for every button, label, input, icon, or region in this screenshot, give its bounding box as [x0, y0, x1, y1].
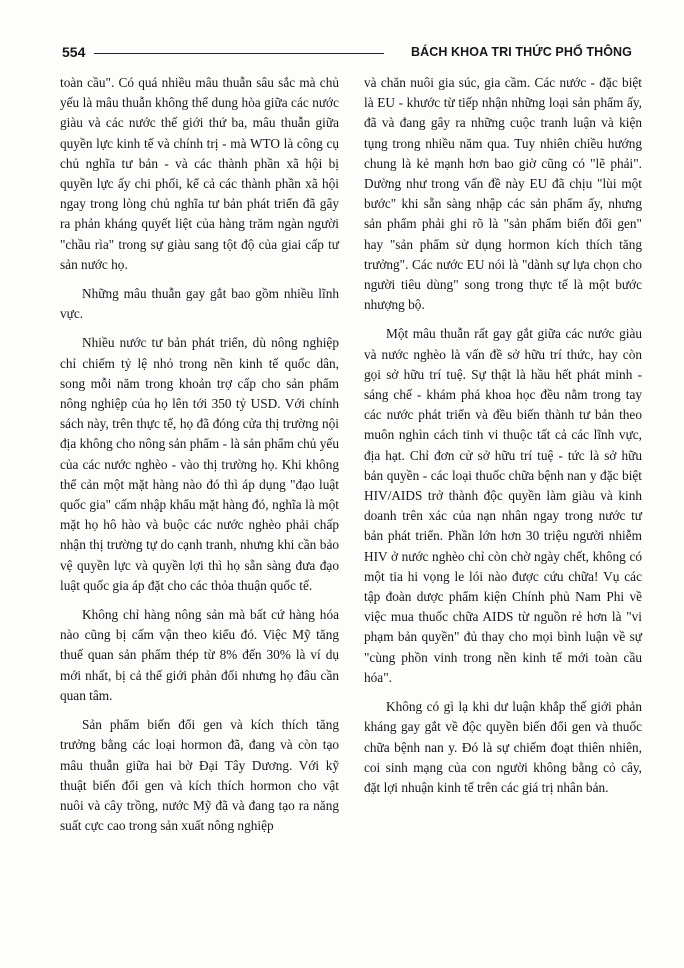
right-column	[364, 73, 642, 798]
page-number: 554	[62, 44, 86, 60]
paragraph: toàn cầu". Có quá nhiều mâu thuẫn sâu sắc mà chủ yếu là mâu thuẫn không thể dung hòa giữa các nước giàu và các nước thế giới thứ ba, mâu thuẫn giữa quyền lực kinh tế và chính trị - mà WTO là công cụ chủ nghĩa tư bản - và các thành phần xã hội bị quyền lực ấy chi phối, kể cả các thành phần xã hội ngay trong lòng chủ nghĩa tư bản phát triển đã gây ra phản kháng quyết liệt của hàng trăm ngàn người "chầu rìa" trong sự giàu sang tột độ của giai cấp tư sản nước họ.	[60, 75, 339, 272]
running-title: BÁCH KHOA TRI THỨC PHỔ THÔNG	[410, 45, 632, 59]
paragraph: Nhiều nước tư bản phát triển, dù nông nghiệp chỉ chiếm tỷ lệ nhỏ trong nền kinh tế quốc dân, song mỗi năm trong khoản trợ cấp cho sản phẩm nông nghiệp của họ lên tới 350 tỷ USD. Với chính sách này, trên thực tế, họ đã đóng cửa thị trường nội địa không cho nông sản phẩm - là sản phẩm chủ yếu của các nước nghèo - vào thị trường họ. Khi không thể cản một mặt hàng nào đó thì áp dụng "đạo luật quốc gia" cấm nhập khẩu mặt hàng đó, nghĩa là một mặt họ hô hào và buộc các nước nghèo phải chấp nhận thị trường tự do cạnh tranh, nhưng khi cần bảo vệ quyền lực và quyền lợi thì họ sẵn sàng đưa đạo luật quốc gia áp đặt cho các thỏa thuận quốc tế.	[60, 335, 339, 593]
paragraph: Một mâu thuẫn rất gay gắt giữa các nước giàu và nước nghèo là vấn đề sở hữu trí thức, hay còn gọi sở hữu trí tuệ. Sự thật là hầu hết phát minh - sáng chế - khám phá khoa học đều nằm trong tay các nước phát triển và đều biến thành tư bản theo muôn nghìn cách tinh vi thuộc tất cả các lĩnh vực, địa hạt. Chỉ đơn cử sở hữu trí tuệ - tức là sở hữu bản quyền - các loại thuốc chữa bệnh nan y đặc biệt HIV/AIDS trở thành độc quyền làm giàu và kinh doanh trên xác của nạn nhân ngay trong nước tư bản phát triển. Phần lớn hơn 30 triệu người nhiễm HIV ở nước nghèo chỉ còn chờ ngày chết, không có một tia hi vọng le lói nào được cứu chữa! Vụ các tập đoàn dược phẩm kiện Chính phủ Nam Phi về việc mua thuốc chữa AIDS từ nguồn rẻ hơn là "vi phạm bản quyền" đủ thay cho mọi bình luận về sự "cùng phồn vinh trong nền kinh tế mới toàn cầu hóa".	[364, 326, 642, 685]
left-column	[60, 73, 339, 836]
header-rule	[94, 53, 384, 54]
paragraph: Không chỉ hàng nông sản mà bất cứ hàng hóa nào cũng bị cấm vận theo kiểu đó. Việc Mỹ tăng thuế quan sản phẩm thép từ 8% đến 30% là ví dụ mới nhất, bị cả thế giới phản đối nhưng họ đâu cần quan tâm.	[60, 607, 339, 703]
paragraph: Sản phẩm biến đổi gen và kích thích tăng trưởng bằng các loại hormon đã, đang và còn tạo mâu thuẫn giữa hai bờ Đại Tây Dương. Với kỹ thuật biến đổi gen và kích thích hormon cho vật nuôi và cây trồng, nước Mỹ đã và đang tạo ra năng suất cực cao trong sản xuất nông nghiệp	[60, 717, 339, 834]
paragraph: Những mâu thuẫn gay gắt bao gồm nhiều lĩnh vực.	[60, 286, 339, 322]
paragraph: và chăn nuôi gia súc, gia cầm. Các nước - đặc biệt là EU - khước từ tiếp nhận những loại sản phẩm ấy, đã và đang gây ra những cuộc tranh luận và kiện tụng trong nhiều năm qua. Tuy nhiên chiều hướng chung là kẻ mạnh hơn bao giờ cũng có "lẽ phải". Dường như trong vấn đề này EU đã chịu "lùi một bước" khi sẵn sàng nhập các sản phẩm ấy, nhưng sản phẩm phải ghi rõ là "sản phẩm biến đổi gen" hay "sản phẩm sử dụng hormon kích thích tăng trưởng". Các nước EU nói là "dành sự lựa chọn cho người tiêu dùng" song trong thực tế là một bước nhượng bộ.	[364, 75, 642, 313]
paragraph: Không có gì lạ khi dư luận khắp thế giới phản kháng gay gắt về độc quyền biến đổi gen và thuốc chữa bệnh nan y. Đó là sự chiếm đoạt thiên nhiên, coi sinh mạng của con người không bằng cỏ cây, đặt lợi nhuận kinh tế trên các giá trị nhân bản.	[364, 699, 642, 795]
page-header	[62, 40, 632, 66]
